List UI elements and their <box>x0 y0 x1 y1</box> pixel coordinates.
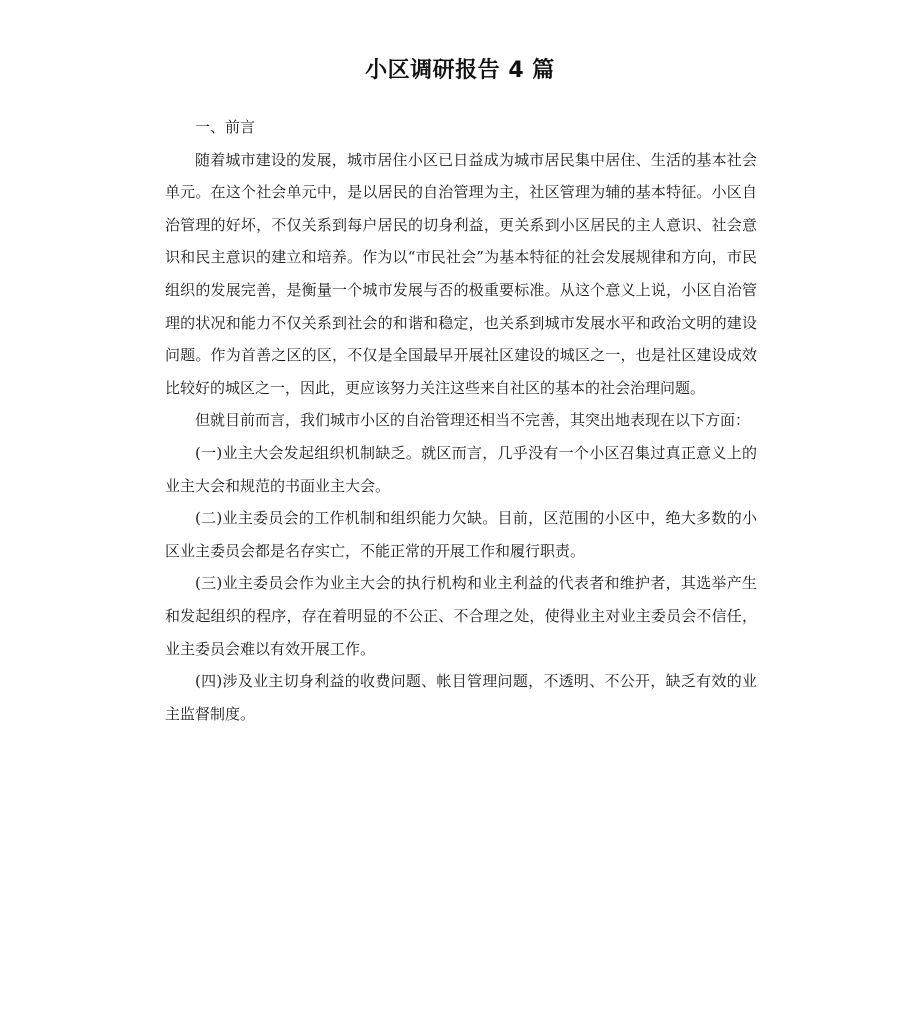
section-heading-preface: 一、前言 <box>195 118 256 136</box>
document-title: 小区调研报告 4 篇 <box>365 58 555 83</box>
paragraph-problem-3: (三)业主委员会作为业主大会的执行机构和业主利益的代表者和维护者，其选举产生和发起组织的程序，存在着明显的不公正、不合理之处，使得业主对业主委员会不信任，业主委员会难以有效开展工作。 <box>165 574 757 658</box>
paragraph-background: 随着城市建设的发展，城市居住小区已日益成为城市居民集中居住、生活的基本社会单元。在这个社会单元中，是以居民的自治管理为主，社区管理为辅的基本特征。小区自治管理的好坏，不仅关系到每户居民的切身利益，更关系到小区居民的主人意识、社会意识和民主意识的建立和培养。作为以“市民社会”为基本特征的社会发展规律和方向，市民组织的发展完善，是衡量一个城市发展与否的极重要标准。从这个意义上说，小区自治管理的状况和能力不仅关系到社会的和谐和稳定，也关系到城市发展水平和政治文明的建设问题。作为首善之区的区，不仅是全国最早开展社区建设的城区之一，也是社区建设成效比较好的城区之一，因此，更应该努力关注这些来自社区的基本的社会治理问题。 <box>165 150 757 397</box>
document-body <box>165 111 757 730</box>
paragraph-problem-1: (一)业主大会发起组织机制缺乏。就区而言，几乎没有一个小区召集过真正意义上的业主大会和规范的书面业主大会。 <box>165 443 757 495</box>
paragraph-problems-intro: 但就目前而言，我们城市小区的自治管理还相当不完善，其突出地表现在以下方面： <box>195 411 751 430</box>
paragraph-problem-2: (二)业主委员会的工作机制和组织能力欠缺。目前，区范围的小区中，绝大多数的小区业主委员会都是名存实亡，不能正常的开展工作和履行职责。 <box>165 509 757 560</box>
paragraph-problem-4: (四)涉及业主切身利益的收费问题、帐目管理问题，不透明、不公开，缺乏有效的业主监督制度。 <box>165 672 757 723</box>
